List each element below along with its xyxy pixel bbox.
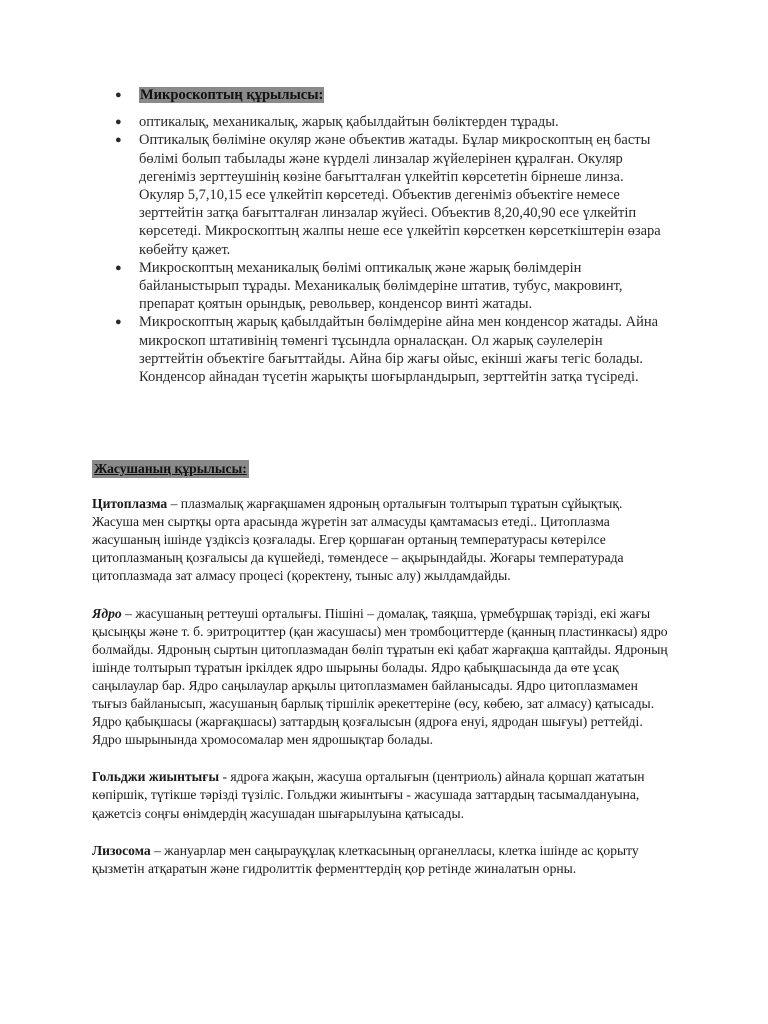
cell-heading: Жасушаның құрылысы: [92, 460, 249, 478]
bullet-icon: ● [115, 116, 122, 129]
cytoplasm-paragraph [92, 495, 672, 585]
microscope-heading-item [0, 86, 669, 104]
microscope-item-text: Микроскоптың механикалық бөлімі оптикалық және жарық бөлімдерін байланыстырып тұрады. Механикалық бөлімдеріне штатив, тубус, макровинт, препарат қоятын орындық, револьвер, конденсор винті жатады. [139, 259, 623, 313]
microscope-list-item [0, 131, 669, 258]
bullet-icon: ● [115, 316, 122, 329]
microscope-bullet-list [0, 86, 768, 386]
cytoplasm-text: – плазмалық жарғақшамен ядроның орталығын толтырып тұратын сұйықтық. Жасуша мен сыртқы орта арасында жүретін зат алмасуды қамтамасыз етеді.. Цитоплазма жасушаның ішінде үздіксіз қозғалады. Егер қоршаған ортаның температурасы көтерілсе цитоплазманың қозғалысы да күшейеді, төмендесе – ақырындайды. Жоғары температурада цитоплазмада зат алмасу процесі (қоректену, тыныс алу) жылдамдайды. [92, 496, 624, 584]
nucleus-text: – жасушаның реттеуші орталығы. Пішіні – домалақ, таяқша, үрмебұршақ тәрізді, екі жағы қысыңқы және т. б. эритроциттер (қан жасушасы) мен тромбоциттерде (қанның пластинкасы) ядро болмайды. Ядроның сыртын цитоплазмадан бөліп тұратын екі қабат жарғақша қаптайды. Ядроның ішінде толтырып тұратын іркілдек ядро шырыны болады. Ядро қабықшасында да өте ұсақ саңылаулар бар. Ядро саңылаулар арқылы цитоплазмамен байланысады. Ядро цитоплазмамен тығыз байланысып, жасушаның барлық тіршілік әрекеттеріне (өсу, көбею, зат алмасу) қатысады. Ядро қабықшасы (жарғақшасы) заттардың қозғалысын (ядроға енуі, ядродан шығуы) реттейді. Ядро шырынында хромосомалар мен ядрошықтар болады. [92, 605, 668, 748]
microscope-item-text: оптикалық, механикалық, жарық қабылдайтын бөліктерден тұрады. [139, 114, 559, 131]
bullet-icon: ● [115, 134, 122, 147]
cell-structure-section [92, 460, 672, 897]
golgi-text: - ядроға жақын, жасуша орталығын (центриоль) айнала қоршап жататын көпіршік, түтікше тәрізді түзіліс. Гольджи жиынтығы - жасушада заттардың тасымалдануына, қажетсіз соңғы өнімдердің жасушадан шығарылуына қатысады. [92, 769, 645, 821]
microscope-heading: Микроскоптың құрылысы: [140, 87, 324, 103]
microscope-list-item [0, 313, 669, 386]
term-cytoplasm: Цитоплазма [92, 496, 168, 512]
golgi-paragraph [92, 768, 672, 822]
bullet-icon: ● [115, 89, 122, 101]
microscope-item-text: Оптикалық бөлiмiне окуляр және объектив жатады. Бұлар микроскоптың ең басты бөлімі болып табылады және күрделі линзалар жүйелерінен құралған. Окуляр дегеніміз зерттеушінің көзіне бағытталған үлкейтіп көрсететін бірнеше линза. Окуляр 5,7,10,15 есе үлкейтіп көрсетеді. Объектив дегеніміз объектіге немесе зерттейтін затқа бағытталған линзалар жүйесі. Объектив 8,20,40,90 есе үлкейтіп көрсетеді. Микроскоптың жалпы неше есе үлкейтіп көрсеткен көрсеткіштерін өзара көбейту қажет. [139, 132, 661, 258]
microscope-list-item [0, 113, 669, 131]
term-nucleus: Ядро [92, 605, 122, 621]
microscope-item-text: Микроскоптың жарық қабылдайтын бөлімдеріне айна мен конденсор жатады. Айна микроскоп штативінің төменгі тұсындла орналасқан. Ол жарық сәулелерін зерттейтін объектіге бағыттайды. Айна бір жағы ойыс, екінші жағы тегіс болады. Конденсор айнадан түсетін жарықты шоғырландырып, зерттейтін затқа түсіреді. [139, 314, 659, 386]
microscope-list-item [0, 259, 669, 314]
term-golgi: Гольджи жиынтығы [92, 769, 220, 785]
nucleus-paragraph [92, 605, 672, 750]
lysosome-paragraph [92, 842, 672, 878]
term-lysosome: Лизосома [92, 842, 151, 858]
lysosome-text: – жануарлар мен саңырауқұлақ клеткасының органелласы, клетка ішінде ас қорыту қызметін атқаратын және гидролиттік ферменттердің қор ретінде жиналатын орны. [92, 842, 639, 876]
bullet-icon: ● [115, 261, 122, 274]
